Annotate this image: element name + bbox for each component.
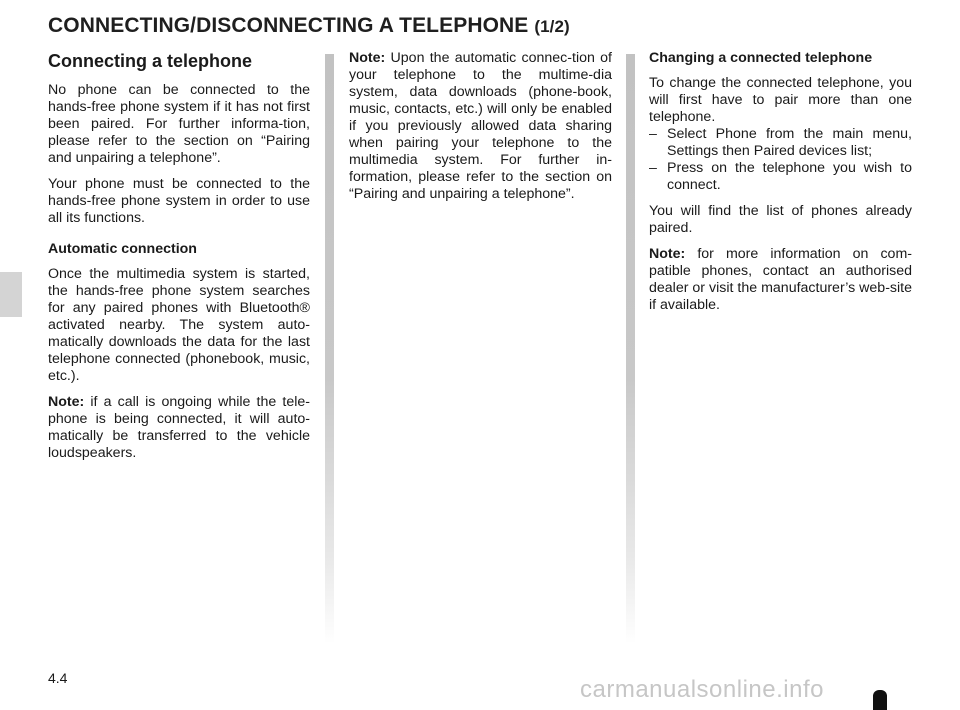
column-1 bbox=[48, 50, 310, 471]
paragraph: Your phone must be connected to the hands-free phone system in order to use all its functions. bbox=[48, 176, 310, 226]
instruction-list bbox=[649, 126, 912, 194]
page-number: 4.4 bbox=[48, 670, 68, 686]
column-divider-left bbox=[325, 54, 334, 644]
paragraph: No phone can be connected to the hands-free phone system if it has not first been paired. For further informa-tion, please refer to the section on “Pairing and unpairing a telephone”. bbox=[48, 82, 310, 166]
note-text: for more information on com-patible phones, contact an authorised dealer or visit the manufacturer’s web-site if available. bbox=[649, 246, 912, 313]
list-dash: – bbox=[649, 126, 657, 142]
page-title bbox=[48, 14, 570, 38]
page-corner-marker bbox=[873, 690, 887, 710]
subsection-heading: Changing a connected telephone bbox=[649, 50, 873, 66]
list-item bbox=[649, 160, 912, 194]
column-3 bbox=[649, 50, 912, 323]
note-label: Note: bbox=[349, 50, 386, 66]
list-dash: – bbox=[649, 160, 657, 176]
chapter-tab-marker bbox=[0, 272, 22, 317]
list-item bbox=[649, 126, 912, 160]
note-paragraph bbox=[349, 50, 612, 203]
paragraph: You will find the list of phones already paired. bbox=[649, 203, 912, 236]
paragraph: To change the connected telephone, you will first have to pair more than one telephone. bbox=[649, 75, 912, 125]
note-text: Upon the automatic connec-tion of your telephone to the multime-dia system, data downloads (phone-book, music, contacts, etc.) will only be enabled if you previously allowed data sharing when pairing your telephone to the multimedia system. For further in-formation, please refer to the section on “Pairing and unpairing a telephone”. bbox=[349, 50, 612, 202]
subsection-heading: Automatic connection bbox=[48, 241, 197, 257]
list-item-text: Select Phone from the main menu, Settings then Paired devices list; bbox=[667, 126, 912, 159]
column-2 bbox=[349, 50, 612, 212]
page-part-indicator: (1/2) bbox=[534, 17, 570, 36]
column-divider-right bbox=[626, 54, 635, 644]
section-heading: Connecting a telephone bbox=[48, 51, 253, 71]
paragraph: Once the multimedia system is started, the hands-free phone system searches for any paired phones with Bluetooth® activated nearby. The system auto-matically downloads the data for the last telephone connected (phonebook, music, etc.). bbox=[48, 266, 310, 384]
page-title-text: CONNECTING/DISCONNECTING A TELEPHONE bbox=[48, 14, 529, 37]
list-item-text: Press on the telephone you wish to connect. bbox=[667, 160, 912, 193]
note-paragraph bbox=[649, 246, 912, 314]
watermark: carmanualsonline.info bbox=[580, 676, 824, 703]
note-text: if a call is ongoing while the tele-phone is being connected, it will auto-matically be transferred to the vehicle loudspeakers. bbox=[48, 394, 310, 461]
note-label: Note: bbox=[48, 394, 85, 410]
note-paragraph bbox=[48, 394, 310, 462]
note-label: Note: bbox=[649, 246, 686, 262]
